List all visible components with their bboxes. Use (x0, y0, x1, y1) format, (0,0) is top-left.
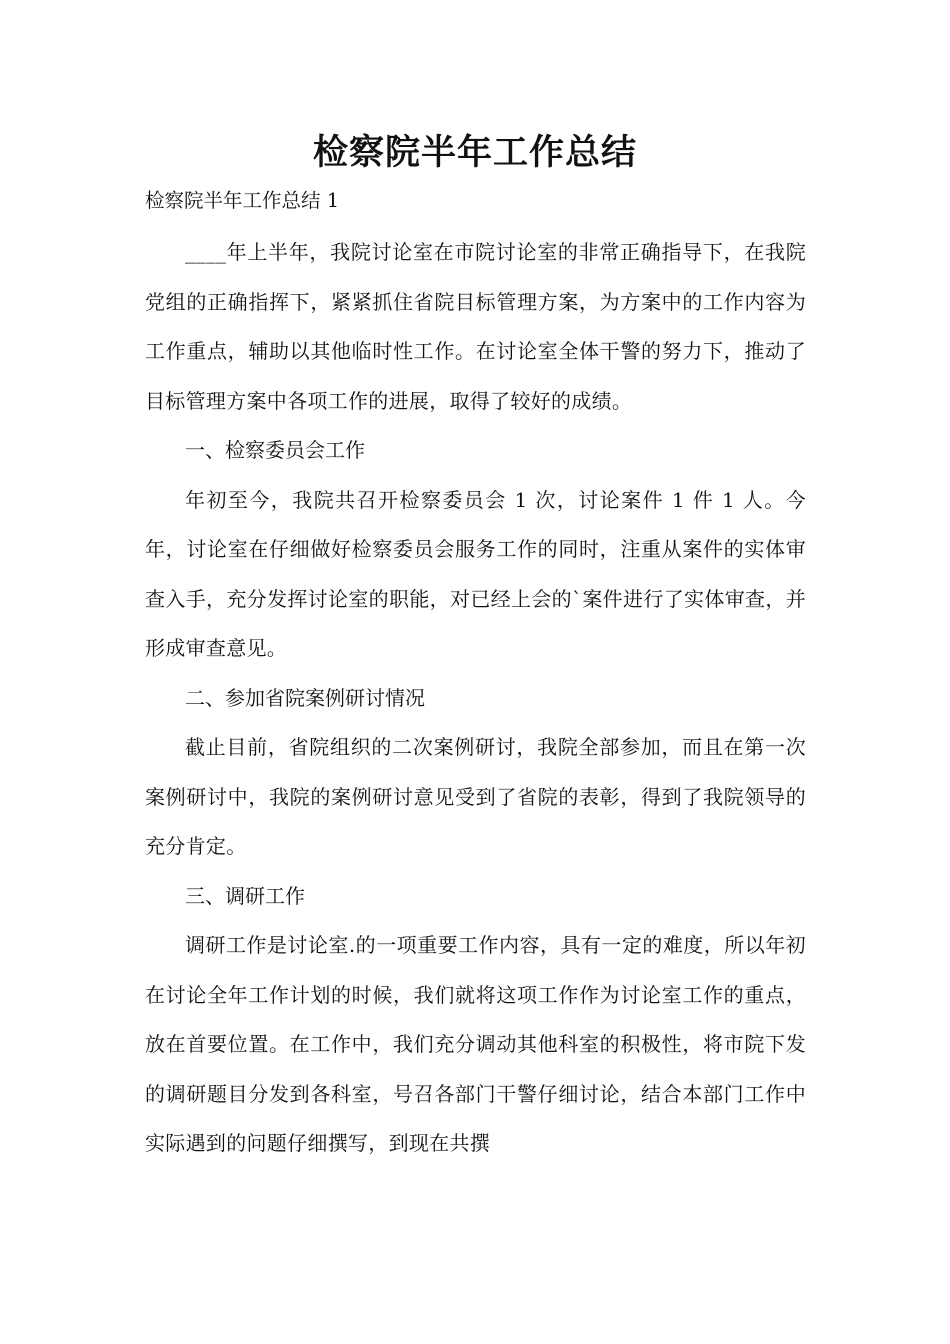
document-title: 检察院半年工作总结 (312, 133, 637, 173)
section-heading: 三、调研工作 (185, 883, 305, 908)
section-heading: 二、参加省院案例研讨情况 (185, 685, 425, 710)
body-paragraph: 年初至今，我院共召开检察委员会 1 次，讨论案件 1 件 1 人。今年，讨论室在仔细做好检察委员会服务工作的同时，注重从案件的实体审查入手，充分发挥讨论室的职能，对已经上会的`案件进行了实体审查，并形成审查意见。 (145, 487, 806, 660)
body-paragraph: 截止目前，省院组织的二次案例研讨，我院全部参加，而且在第一次案例研讨中，我院的案例研讨意见受到了省院的表彰，得到了我院领导的充分肯定。 (145, 735, 806, 858)
section-heading: 一、检察委员会工作 (185, 438, 365, 462)
document-subtitle: 检察院半年工作总结 1 (145, 189, 340, 212)
body-paragraph: ____年上半年，我院讨论室在市院讨论室的非常正确指导下，在我院党组的正确指挥下，紧紧抓住省院目标管理方案，为方案中的工作内容为工作重点，辅助以其他临时性工作。在讨论室全体干警的努力下，推动了目标管理方案中各项工作的进展，取得了较好的成绩。 (145, 240, 806, 413)
document-body (145, 228, 806, 1169)
body-paragraph: 调研工作是讨论室.的一项重要工作内容，具有一定的难度，所以年初在讨论全年工作计划的时候，我们就将这项工作作为讨论室工作的重点，放在首要位置。在工作中，我们充分调动其他科室的积极性，将市院下发的调研题目分发到各科室，号召各部门干警仔细讨论，结合本部门工作中实际遇到的问题仔细撰写，到现在共撰 (145, 933, 806, 1155)
